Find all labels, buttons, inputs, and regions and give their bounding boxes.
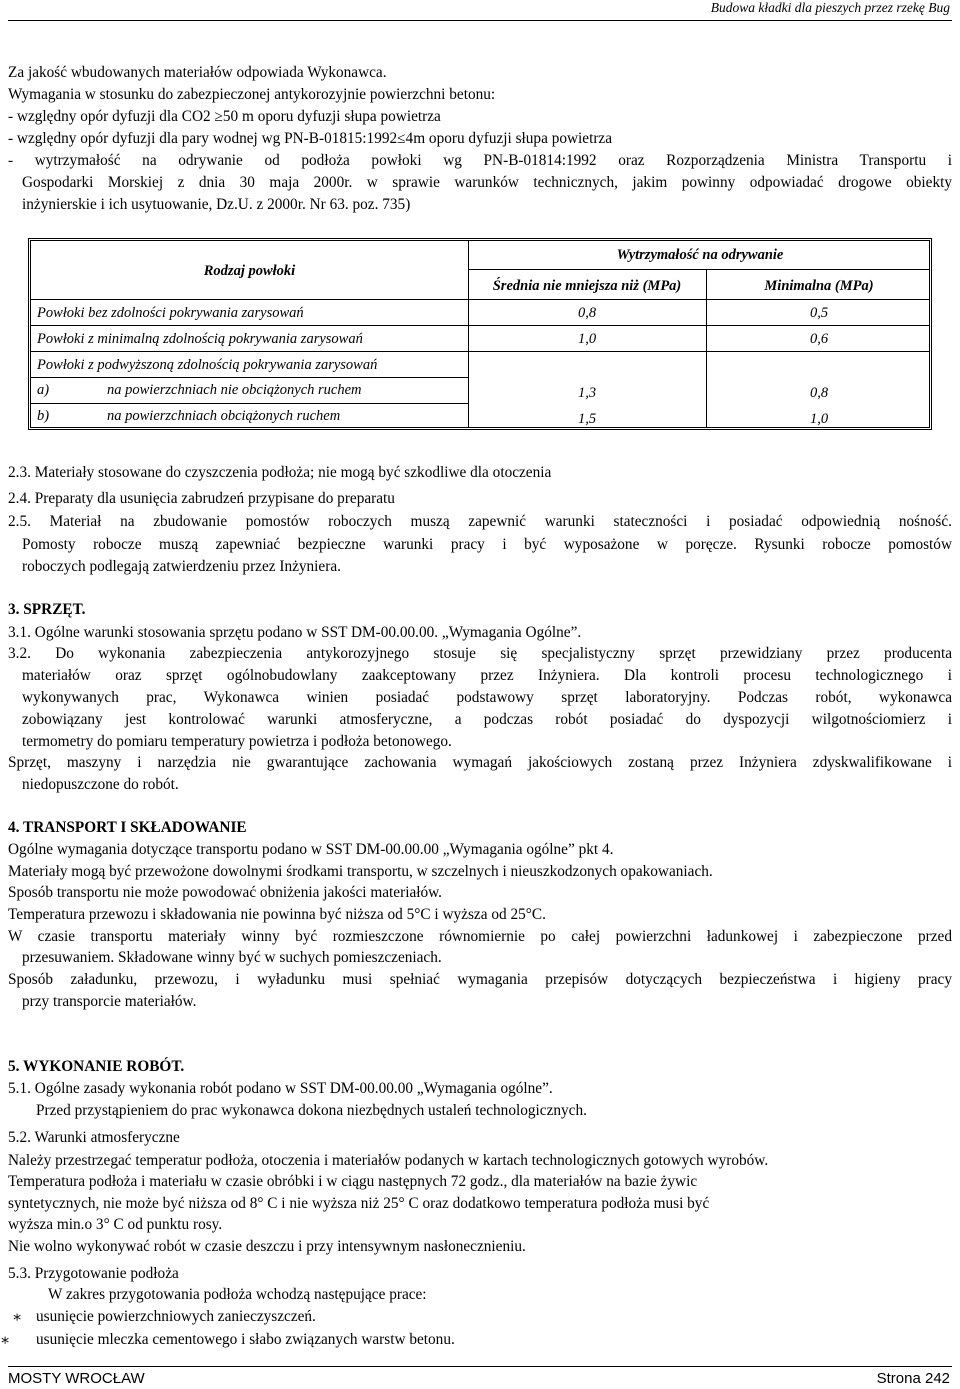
row-3b-min: 1,0 [809, 411, 829, 427]
section-5-heading: 5. WYKONANIE ROBÓT. [8, 1058, 185, 1075]
intro-line-2: Wymagania w stosunku do zabezpieczonej antykorozyjnie powierzchni betonu: [8, 86, 496, 103]
para-3-2-line-4: zobowiązany jest kontrolować warunki atmosferyczne, a podczas robót posiadać do dyspozycji wilgotnościomierz i [22, 711, 952, 728]
col-avg-header: Średnia nie mniejsza niż (MPa) [492, 278, 682, 294]
para-3-3-line-1: Sprzęt, maszyny i narzędzia nie gwarantujące zachowania wymagań jakościowych zostaną przez Inżyniera zdyskwalifikowane i [8, 754, 952, 771]
para-5-2-line-4: wyższa min.o 3° C od punktu rosy. [8, 1216, 223, 1233]
bullet-item-1: usunięcie powierzchniowych zanieczyszczeń. [36, 1308, 316, 1325]
section-4-heading: 4. TRANSPORT I SKŁADOWANIE [8, 819, 247, 836]
para-2-4: 2.4. Preparaty dla usunięcia zabrudzeń przypisane do preparatu [8, 490, 395, 507]
col-min-header: Minimalna (MPa) [764, 278, 874, 294]
para-3-2-line-3: wykonywanych prac, Wykonawca winien posiadać podstawowy sprzęt laboratoryjny. Podczas robót, wykonawca [22, 689, 952, 706]
header-rule [8, 20, 952, 21]
page-number: Strona 242 [876, 1370, 950, 1387]
table-divider [31, 299, 929, 300]
para-2-5-line-2: Pomosty robocze muszą zapewniać bezpieczne warunki pracy i być wyposażone w poręcze. Rysunki robocze pomostów [22, 536, 952, 553]
para-5-2-line-3: syntetycznych, nie może być niższa od 8° C i nie wyższa niż 25° C oraz dodatkowo temperatura podłoża musi być [8, 1195, 710, 1212]
row-3a-letter: a) [37, 382, 50, 398]
group-header: Wytrzymałość na odrywanie [616, 247, 784, 263]
para-5-2-heading: 5.2. Warunki atmosferyczne [8, 1129, 180, 1146]
para-4-line-5a: W czasie transportu materiały winny być rozmieszczone równomiernie po całej powierzchni ładunkowej i zabezpieczone przed [8, 928, 952, 945]
section-3-heading: 3. SPRZĘT. [8, 601, 86, 618]
row-3-label: Powłoki z podwyższoną zdolnością pokrywania zarysowań [37, 357, 378, 373]
table-divider [31, 351, 929, 352]
para-5-3-intro: W zakres przygotowania podłoża wchodzą następujące prace: [48, 1286, 427, 1303]
row-3a-min: 0,8 [809, 385, 829, 401]
footer-company: MOSTY WROCŁAW [8, 1370, 145, 1387]
bullet-item-2: usunięcie mleczka cementowego i słabo związanych warstw betonu. [36, 1331, 455, 1348]
intro-line-4: - względny opór dyfuzji dla pary wodnej wg PN-B-01815:1992≤4m oporu dyfuzji słupa powietrza [8, 130, 613, 147]
row-3b-label: na powierzchniach obciążonych ruchem [107, 408, 341, 424]
row-1-label: Powłoki bez zdolności pokrywania zarysowań [37, 305, 304, 321]
intro-line-7: inżynierskie i ich usytuowanie, Dz.U. z 2000r. Nr 63. poz. 735) [22, 196, 411, 213]
intro-line-1: Za jakość wbudowanych materiałów odpowiada Wykonawca. [8, 64, 387, 81]
bullet-marker: ∗ [12, 1309, 23, 1326]
para-4-line-1: Ogólne wymagania dotyczące transportu podano w SST DM-00.00.00 „Wymagania ogólne” pkt 4. [8, 841, 614, 858]
row-2-avg: 1,0 [577, 331, 597, 347]
table-divider [31, 403, 468, 404]
table-divider [31, 377, 468, 378]
table-divider [468, 269, 929, 270]
para-4-line-6b: przy transporcie materiałów. [22, 993, 197, 1010]
para-4-line-2: Materiały mogą być przewożone dowolnymi środkami transportu, w szczelnych i nieuszkodzonych opakowaniach. [8, 863, 713, 880]
adhesion-table [28, 238, 932, 430]
page-header [0, 0, 960, 24]
para-3-2-line-1: 3.2. Do wykonania zabezpieczenia antykorozyjnego stosuje się specjalistyczny sprzęt przewidziany przez producenta [8, 645, 952, 662]
footer-rule [8, 1366, 952, 1367]
row-3b-avg: 1,5 [577, 411, 597, 427]
row-1-avg: 0,8 [577, 305, 597, 321]
para-3-2-line-5: termometry do pomiaru temperatury powietrza i podłoża betonowego. [22, 733, 452, 750]
para-5-2-line-2: Temperatura podłoża i materiału w czasie obróbki i w ciągu następnych 72 godz., dla materiałów na bazie żywic [8, 1173, 698, 1190]
para-5-1-line-2: Przed przystąpieniem do prac wykonawca dokona niezbędnych ustaleń technologicznych. [36, 1102, 587, 1119]
para-4-line-6a: Sposób załadunku, przewozu, i wyładunku musi spełniać wymagania przepisów dotyczących bezpieczeństwa i higieny pracy [8, 971, 952, 988]
para-2-5-line-3: roboczych podlegają zatwierdzeniu przez Inżyniera. [22, 558, 341, 575]
para-3-3-line-2: niedopuszczone do robót. [22, 776, 179, 793]
table-divider [31, 325, 929, 326]
row-3a-label: na powierzchniach nie obciążonych ruchem [107, 382, 362, 398]
col-type-header: Rodzaj powłoki [203, 263, 296, 279]
para-4-line-5b: przesuwaniem. Składowane winny być w suchych pomieszczeniach. [22, 949, 442, 966]
bullet-marker: ∗ [0, 1332, 11, 1349]
para-4-line-4: Temperatura przewozu i składowania nie powinna być niższa od 5°C i wyższa od 25°C. [8, 906, 546, 923]
intro-line-3: - względny opór dyfuzji dla CO2 ≥50 m oporu dyfuzji słupa powietrza [8, 108, 441, 125]
row-2-min: 0,6 [809, 331, 829, 347]
row-3b-letter: b) [37, 408, 50, 424]
para-5-2-line-5: Nie wolno wykonywać robót w czasie deszczu i przy intensywnym nasłonecznieniu. [8, 1238, 526, 1255]
row-2-label: Powłoki z minimalną zdolnością pokrywania zarysowań [37, 331, 363, 347]
para-5-2-line-1: Należy przestrzegać temperatur podłoża, otoczenia i materiałów podanych w kartach technologicznych gotowych wyrobów. [8, 1152, 769, 1169]
para-5-3-heading: 5.3. Przygotowanie podłoża [8, 1265, 179, 1282]
intro-line-5: - wytrzymałość na odrywanie od podłoża powłoki wg PN-B-01814:1992 oraz Rozporządzenia Ministra Transportu i [8, 152, 952, 169]
para-3-2-line-2: materiałów oraz sprzęt ogólnobudowlany zaakceptowany przez Inżyniera. Dla kontroli procesu technologicznego i [22, 667, 952, 684]
para-2-5-line-1: 2.5. Materiał na zbudowanie pomostów roboczych muszą zapewnić warunki stateczności i posiadać odpowiednią nośność. [8, 513, 952, 530]
para-5-1-line-1: 5.1. Ogólne zasady wykonania robót podano w SST DM-00.00.00 „Wymagania ogólne”. [8, 1080, 553, 1097]
para-3-1: 3.1. Ogólne warunki stosowania sprzętu podano w SST DM-00.00.00. „Wymagania Ogólne”. [8, 624, 582, 641]
para-2-3: 2.3. Materiały stosowane do czyszczenia podłoża; nie mogą być szkodliwe dla otoczenia [8, 464, 552, 481]
row-1-min: 0,5 [809, 305, 829, 321]
para-4-line-3: Sposób transportu nie może powodować obniżenia jakości materiałów. [8, 884, 443, 901]
intro-line-6: Gospodarki Morskiej z dnia 30 maja 2000r. w sprawie warunków technicznych, jakim powinny odpowiadać drogowe obiekty [22, 174, 952, 191]
header-title: Budowa kładki dla pieszych przez rzekę Bug [710, 0, 950, 15]
row-3a-avg: 1,3 [577, 385, 597, 401]
